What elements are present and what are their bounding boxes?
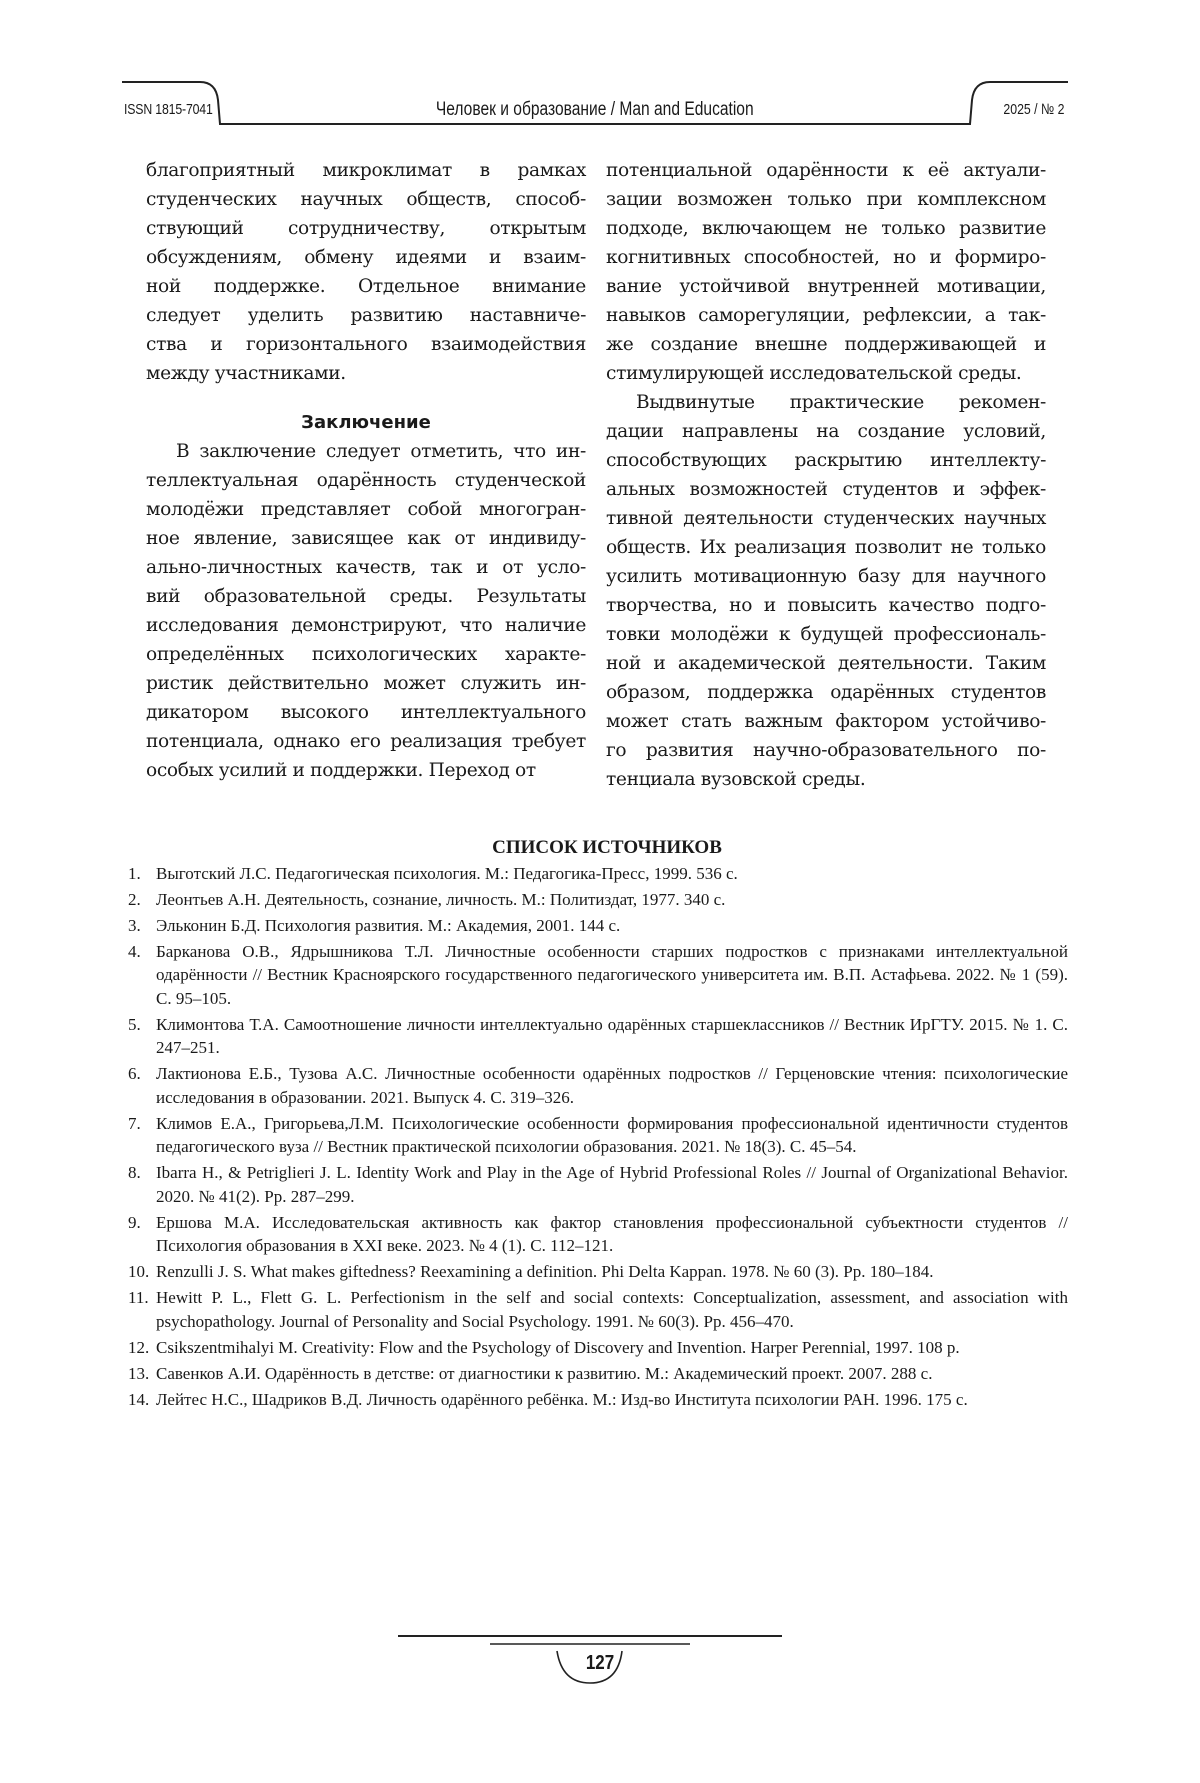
word: не [844, 218, 868, 239]
word: наставниче- [469, 305, 586, 326]
word: дикатором [146, 702, 249, 723]
word: открытым [489, 218, 586, 239]
word: действительно [227, 673, 369, 694]
text-line [606, 533, 1046, 562]
word: что [459, 615, 493, 636]
word: деятельности. [837, 653, 974, 674]
text-line [146, 243, 586, 272]
word: следует [146, 305, 221, 326]
word: обществ, [406, 189, 492, 210]
word: отметить, [410, 441, 504, 462]
text-line [606, 678, 1046, 707]
reference-item [128, 862, 1068, 886]
word: направлены [681, 421, 798, 442]
right-column [606, 156, 1046, 794]
word: и [1033, 334, 1046, 355]
reference-item [128, 1211, 1068, 1258]
reference-number: 6. [128, 1064, 141, 1083]
word: включающем [702, 218, 831, 239]
text-line [146, 611, 586, 640]
word: качество [888, 595, 975, 616]
word: к [778, 624, 791, 645]
text-line [146, 466, 586, 495]
word: явление, [193, 528, 278, 549]
text-line [606, 272, 1046, 301]
word: обсуждениям, [146, 247, 282, 268]
word: одарённости [766, 160, 889, 181]
word: представляет [260, 499, 391, 520]
word: молодёжи [146, 499, 244, 520]
word: устойчивой [679, 276, 790, 297]
word: навыков [606, 305, 686, 326]
word: её [927, 160, 950, 181]
reference-item [128, 1286, 1068, 1333]
word: может [383, 673, 446, 694]
text-line: между участниками. [146, 363, 346, 384]
word: демонстрируют, [291, 615, 448, 636]
word: Результаты [476, 586, 586, 607]
word: деятельности [683, 508, 814, 529]
word: среды. [389, 586, 453, 607]
right-paragraph-1 [606, 156, 1046, 388]
reference-number: 7. [128, 1113, 141, 1133]
text-line [606, 446, 1046, 475]
word: товки [606, 624, 661, 645]
text-line [606, 649, 1046, 678]
word: рамках [517, 160, 586, 181]
word: и [653, 653, 666, 674]
reference-item [128, 1161, 1068, 1208]
word: мотивационную [693, 566, 847, 587]
reference-text: Ibarra H., & Petriglieri J. L. Identity Work and Play in the Age of Hybrid Professional Roles // Journal of Organizational Behavior. 2020. № 41(2). Pp. 287–299. [156, 1163, 1068, 1206]
running-header [120, 80, 1070, 128]
text-line [606, 620, 1046, 649]
reference-number: 14. [128, 1389, 150, 1409]
reference-number: 11. [128, 1288, 149, 1307]
text-line [146, 301, 586, 330]
word: Таким [985, 653, 1046, 674]
text-line: стимулирующей исследовательской среды. [606, 363, 1022, 384]
reference-item [128, 1062, 1068, 1109]
word: ствующий [146, 218, 244, 239]
word: творчества, [606, 595, 718, 616]
reference-number: 9. [128, 1212, 141, 1232]
word: и [489, 247, 502, 268]
text-line [146, 185, 586, 214]
word: альных [606, 479, 675, 500]
word: образовательной [203, 586, 366, 607]
word: служить [460, 673, 542, 694]
word: способностей, [743, 247, 880, 268]
reference-item [128, 940, 1068, 1011]
left-paragraph-2 [146, 437, 586, 785]
word: научных [300, 189, 383, 210]
reference-number: 2. [128, 889, 141, 909]
word: и [476, 557, 489, 578]
word: комплексном [917, 189, 1046, 210]
word: и [763, 595, 776, 616]
word: усилить [606, 566, 682, 587]
reference-number: 4. [128, 941, 141, 961]
word: позволит [854, 537, 942, 558]
text-line [606, 388, 1046, 417]
word: уделить [247, 305, 324, 326]
word: го [606, 740, 627, 761]
text-line [146, 727, 586, 756]
text-line [146, 582, 586, 611]
word: может [606, 711, 669, 732]
word: по- [1017, 740, 1046, 761]
word: потенциальной [606, 160, 753, 181]
word: базу [858, 566, 901, 587]
word: стать [681, 711, 732, 732]
text-line [606, 214, 1046, 243]
word: теллектуальная [146, 470, 299, 491]
text-line [146, 553, 586, 582]
word: ной [606, 653, 641, 674]
reference-text: Савенков А.И. Одарённость в детстве: от диагностики к развитию. М.: Академический проект. 2007. 288 с. [156, 1363, 933, 1383]
word: эффек- [979, 479, 1046, 500]
word: определённых [146, 644, 284, 665]
reference-text: Лактионова Е.Б., Тузова А.С. Личностные особенности одарённых подростков // Герценовские чтения: психологические исследования в образовании. 2021. Выпуск 4. С. 319–326. [156, 1064, 1068, 1107]
word: идеями [395, 247, 467, 268]
reference-text: Барканова О.В., Ядрышникова Т.Л. Личностные особенности старших подростков с признаками интеллектуальной одарённости // Вестник Красноярского государственного педагогического университета им. В.П. Астафьева. 2022. № 1 (59). С. 95–105. [156, 941, 1068, 1008]
word: при [866, 189, 903, 210]
word: но [729, 595, 753, 616]
word: создание [857, 421, 945, 442]
word: научных [964, 508, 1046, 529]
word: поддержка [707, 682, 814, 703]
word: устойчиво- [941, 711, 1046, 732]
word: одарённых [830, 682, 934, 703]
word: от [454, 528, 476, 549]
text-line [606, 301, 1046, 330]
reference-item [128, 914, 1068, 938]
word: качеств, [335, 557, 417, 578]
reference-text: Климов Е.А., Григорьева,Л.М. Психологические особенности формирования профессиональной идентичности студентов педагогического вуза // Вестник практической психологии образования. 2021. № 18(3). С. 45–54. [156, 1113, 1068, 1156]
references-list [128, 862, 1068, 1412]
text-line: особых усилий и поддержки. Переход от [146, 760, 536, 781]
references-section [128, 836, 1068, 1414]
word: в [479, 160, 490, 181]
reference-text: Hewitt P. L., Flett G. L. Perfectionism in the self and social contexts: Conceptualization, assessment, and association with psychopathology. Journal of Personality and Social Psychology. 1991. № 60(3). Pp. 456–470. [156, 1288, 1068, 1331]
word: молодёжи [670, 624, 769, 645]
text-line [606, 591, 1046, 620]
word: сотрудничеству, [287, 218, 446, 239]
word: и [210, 334, 223, 355]
word: подходе, [606, 218, 689, 239]
right-paragraph-2 [606, 388, 1046, 794]
word: ин- [555, 673, 586, 694]
text-line [606, 156, 1046, 185]
text-line [146, 272, 586, 301]
word: Выдвинутые [636, 392, 755, 413]
word: студенческой [454, 470, 586, 491]
word: научно-образовательного [753, 740, 998, 761]
text-line [146, 330, 586, 359]
word: условий, [963, 421, 1046, 442]
word: интеллектуального [400, 702, 586, 723]
word: студенческих [823, 508, 954, 529]
word: наличие [505, 615, 586, 636]
reference-item [128, 1362, 1068, 1386]
word: будущей [800, 624, 884, 645]
word: от [502, 557, 524, 578]
reference-item [128, 1336, 1068, 1360]
word: ное [146, 528, 180, 549]
reference-number: 8. [128, 1163, 141, 1182]
word: поддержке. [213, 276, 326, 297]
reference-item [128, 1013, 1068, 1060]
text-line [606, 504, 1046, 533]
reference-number: 13. [128, 1363, 150, 1383]
text-line [146, 669, 586, 698]
word: только [787, 189, 852, 210]
text-line [606, 243, 1046, 272]
word: профессиональ- [893, 624, 1046, 645]
reference-text: Леонтьев А.Н. Деятельность, сознание, личность. М.: Политиздат, 1977. 340 с. [156, 889, 726, 909]
word: к [902, 160, 914, 181]
word: так- [1008, 305, 1046, 326]
word: внешне [754, 334, 828, 355]
word: фактором [835, 711, 929, 732]
word: научного [957, 566, 1046, 587]
word: обмену [304, 247, 374, 268]
journal-title [120, 99, 1070, 121]
word: взаимодействия [431, 334, 586, 355]
word: способ- [515, 189, 586, 210]
word: дации [606, 421, 664, 442]
word: но [893, 247, 916, 268]
word: ной [146, 276, 181, 297]
reference-item [128, 1388, 1068, 1412]
text-line [146, 698, 586, 727]
word: мотивации, [936, 276, 1046, 297]
text-line [146, 524, 586, 553]
word: подго- [985, 595, 1046, 616]
word: вание [606, 276, 662, 297]
reference-text: Климонтова Т.А. Самоотношение личности интеллектуально одарённых старшеклассников // Вестник ИрГТУ. 2015. № 1. С. 247–251. [156, 1014, 1068, 1057]
word: исследования [146, 615, 279, 636]
word: ства [146, 334, 187, 355]
word: возможностей [689, 479, 828, 500]
issue-label: 2025 / № 2 [1002, 101, 1064, 118]
reference-text: Эльконин Б.Д. Психология развития. М.: Академия, 2001. 144 с. [156, 915, 621, 935]
text-line [146, 437, 586, 466]
text-line [606, 330, 1046, 359]
reference-item [128, 1112, 1068, 1159]
word: характе- [505, 644, 586, 665]
word: вий [146, 586, 181, 607]
word: внутренней [807, 276, 920, 297]
word: собой [407, 499, 463, 520]
word: зависящее [291, 528, 394, 549]
text-line [606, 736, 1046, 765]
word: обществ. [606, 537, 691, 558]
word: многогран- [479, 499, 586, 520]
word: потенциала, [146, 731, 264, 752]
word: важным [744, 711, 823, 732]
word: одарённость [316, 470, 437, 491]
word: что [513, 441, 546, 462]
reference-number: 5. [128, 1014, 141, 1034]
section-heading-conclusion: Заключение [301, 412, 431, 433]
word: ально-личностных [146, 557, 322, 578]
text-line [146, 495, 586, 524]
text-line [606, 707, 1046, 736]
word: требует [511, 731, 586, 752]
reference-number: 3. [128, 915, 141, 935]
word: повысить [787, 595, 877, 616]
word: Их [699, 537, 726, 558]
text-line [606, 475, 1046, 504]
word: студентов [950, 682, 1046, 703]
left-paragraph-1 [146, 156, 586, 388]
word: следует [325, 441, 401, 462]
journal-title-text: Человек и образование / Man and Education [436, 99, 754, 120]
word: реализация [734, 537, 847, 558]
word: как [407, 528, 441, 549]
word: рекомен- [958, 392, 1046, 413]
word: Отдельное [358, 276, 460, 297]
word: реализация [390, 731, 503, 752]
word: только [881, 218, 946, 239]
word: микроклимат [322, 160, 452, 181]
reference-item [128, 1260, 1068, 1284]
word: же [606, 334, 634, 355]
word: а [984, 305, 996, 326]
word: способствующих [606, 450, 767, 471]
reference-text: Ершова М.А. Исследовательская активность как фактор становления профессиональной субъектности студентов // Психология образования в XXI веке. 2023. № 4 (1). С. 112–121. [156, 1212, 1068, 1255]
word: развития [645, 740, 734, 761]
word: для [911, 566, 946, 587]
text-line [146, 156, 586, 185]
reference-text: Выготский Л.С. Педагогическая психология. М.: Педагогика-Пресс, 1999. 536 с. [156, 863, 738, 883]
word: развитию [350, 305, 443, 326]
word: когнитивных [606, 247, 731, 268]
text-line [606, 417, 1046, 446]
word: раскрытию [794, 450, 902, 471]
text-line [606, 185, 1046, 214]
word: не [950, 537, 974, 558]
word: и [952, 479, 965, 500]
word: усло- [537, 557, 586, 578]
word: интеллекту- [930, 450, 1046, 471]
word: однако [273, 731, 341, 752]
reference-text: Renzulli J. S. What makes giftedness? Reexamining a definition. Phi Delta Kappan. 1978. № 60 (3). Pp. 180–184. [156, 1262, 934, 1281]
word: В [176, 441, 190, 462]
word: индивиду- [488, 528, 586, 549]
word: только [981, 537, 1046, 558]
reference-number: 1. [128, 863, 141, 883]
word: на [816, 421, 840, 442]
issn-label: ISSN 1815-7041 [124, 101, 213, 118]
word: формиро- [954, 247, 1046, 268]
word: горизонтального [245, 334, 408, 355]
word: развитие [959, 218, 1046, 239]
word: зации [606, 189, 663, 210]
word: саморегуляции, [698, 305, 851, 326]
word: образом, [606, 682, 691, 703]
reference-text: Лейтес Н.С., Шадриков В.Д. Личность одарённого ребёнка. М.: Изд-во Института психологии РАН. 1996. 175 с. [156, 1389, 968, 1409]
word: заключение [199, 441, 316, 462]
word: ристик [146, 673, 213, 694]
word: высокого [280, 702, 369, 723]
page-number: 127 [585, 1652, 615, 1674]
word: и [929, 247, 942, 268]
word: студенческих [146, 189, 277, 210]
word: поддерживающей [844, 334, 1017, 355]
reference-text: Csikszentmihalyi M. Creativity: Flow and the Psychology of Discovery and Invention. Harper Perennial, 1997. 108 p. [156, 1337, 960, 1357]
word: тивной [606, 508, 674, 529]
text-line [146, 640, 586, 669]
word: студентов [842, 479, 938, 500]
word: благоприятный [146, 160, 295, 181]
word: психологических [311, 644, 477, 665]
word: создание [650, 334, 738, 355]
text-line: тенциала вузовской среды. [606, 769, 866, 790]
reference-item [128, 888, 1068, 912]
reference-number: 12. [128, 1337, 150, 1357]
word: академической [677, 653, 826, 674]
word: его [349, 731, 381, 752]
word: возможен [677, 189, 773, 210]
text-line [146, 214, 586, 243]
word: так [430, 557, 463, 578]
word: ин- [555, 441, 586, 462]
word: внимание [492, 276, 586, 297]
reference-number: 10. [128, 1262, 150, 1281]
references-title: СПИСОК ИСТОЧНИКОВ [492, 837, 722, 858]
word: взаим- [523, 247, 586, 268]
text-line [606, 562, 1046, 591]
word: рефлексии, [862, 305, 973, 326]
word: актуали- [963, 160, 1046, 181]
word: практические [789, 392, 924, 413]
left-column [146, 156, 586, 785]
